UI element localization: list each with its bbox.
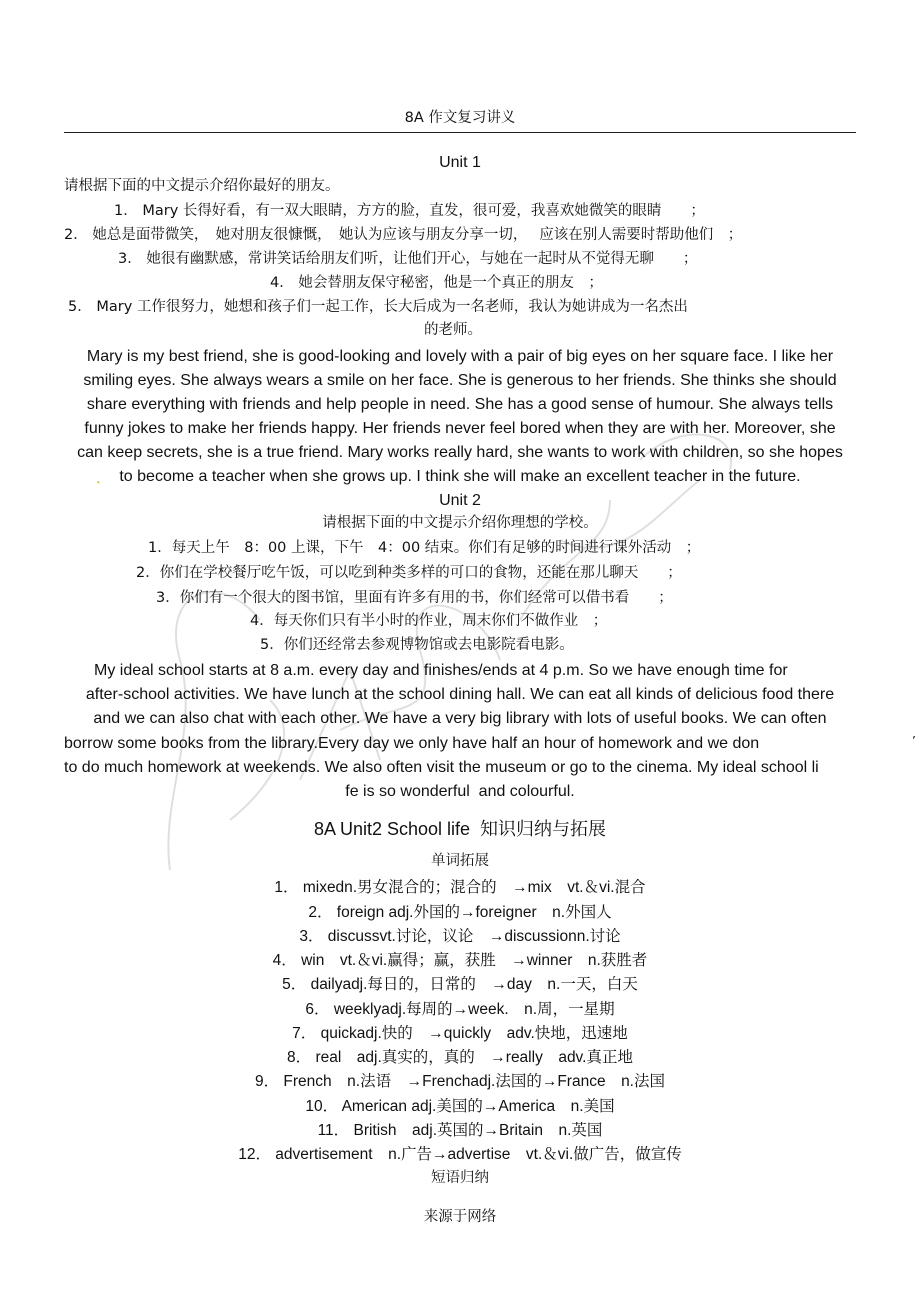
yellow-dot-mark: . [96, 471, 101, 487]
unit1-essay-line: share everything with friends and help people in need. She has a good sense of humour. She always tells [86, 396, 834, 413]
unit2-heading: Unit 2 [439, 492, 481, 509]
unit2-hint: 4．每天你们只有半小时的作业，周末你们不做作业 ； [250, 613, 608, 629]
unit2-essay-line: after-school activities. We have lunch at the school dining hall. We can eat all kinds of delicious food there [85, 686, 835, 703]
page-header-title: 8A 作文复习讲义 [404, 110, 516, 126]
unit1-hint: 2． 她总是面带微笑， 她对朋友很慷慨， 她认为应该与朋友分享一切， 应该在别人需要时帮助他们 ； [64, 227, 743, 243]
header-rule [64, 132, 856, 133]
unit2-essay-line: and we can also chat with each other. We have a very big library with lots of useful books. We can often [93, 710, 827, 727]
unit2-essay-line: borrow some books from the library.Every day we only have half an hour of homework and we don [64, 735, 760, 752]
unit2-essay-line: fe is so wonderful and colourful. [345, 783, 575, 800]
vocab-item: 5． dailyadj.每日的，日常的 →day n.一天，白天 [282, 976, 638, 993]
vocab-item: 7． quickadj.快的 →quickly adv.快地，迅速地 [292, 1025, 628, 1042]
vocab-subheading: 单词拓展 [431, 853, 489, 869]
unit1-essay-line: smiling eyes. She always wears a smile on her face. She is generous to her friends. She thinks she should [83, 372, 837, 389]
unit1-essay-line: to become a teacher when she grows up. I think she will make an excellent teacher in the future. [119, 468, 801, 485]
unit2-hint: 5．你们还经常去参观博物馆或去电影院看电影。 [260, 637, 574, 653]
vocab-item: 4． win vt.＆vi.赢得；赢，获胜 →winner n.获胜者 [272, 952, 648, 969]
unit1-essay-line: can keep secrets, she is a true friend. Mary works really hard, she wants to work with children, so she hopes [77, 444, 843, 461]
vocab-item: 11． British adj.英国的→Britain n.英国 [317, 1122, 603, 1139]
unit1-heading: Unit 1 [439, 154, 481, 171]
unit1-hint: 5． Mary 工作很努力，她想和孩子们一起工作，长大后成为一名老师，我认为她讲成为一名杰出 [68, 299, 688, 315]
unit1-hint: 1． Mary 长得好看，有一双大眼睛，方方的脸，直发，很可爱，我喜欢她微笑的眼睛 ； [114, 203, 705, 219]
section-title: 8A Unit2 School life 知识归纳与拓展 [313, 819, 607, 839]
unit2-prompt: 请根据下面的中文提示介绍你理想的学校。 [322, 515, 598, 531]
vocab-item: 8． real adj.真实的，真的 →really adv.真正地 [287, 1049, 633, 1066]
vocab-item: 12． advertisement n.广告→advertise vt.＆vi.做广告，做宣传 [238, 1146, 682, 1163]
vocab-item: 9． French n.法语 →Frenchadj.法国的→France n.法国 [255, 1073, 665, 1090]
unit2-hint: 2．你们在学校餐厅吃午饭，可以吃到种类多样的可口的食物，还能在那儿聊天 ； [136, 565, 682, 581]
vocab-item: 10． American adj.美国的→America n.美国 [305, 1098, 615, 1115]
vocab-item: 6． weeklyadj.每周的→week. n.周，一星期 [305, 1001, 615, 1018]
unit2-hint: 1．每天上午 8：00 上课，下午 4：00 结束。你们有足够的时间进行课外活动 ； [148, 540, 701, 556]
page-footer-source: 来源于网络 [423, 1209, 497, 1225]
phrases-subheading: 短语归纳 [431, 1170, 489, 1186]
unit1-hint: 4． 她会替朋友保守秘密，他是一个真正的朋友 ； [270, 275, 603, 291]
unit1-essay-line: Mary is my best friend, she is good-looking and lovely with a pair of big eyes on her square face. I like her [86, 348, 834, 365]
unit2-essay-line: My ideal school starts at 8 a.m. every day and finishes/ends at 4 p.m. So we have enough time for [94, 662, 788, 679]
unit1-hint: 3． 她很有幽默感，常讲笑话给朋友们听，让他们开心，与她在一起时从不觉得无聊 ； [118, 251, 698, 267]
unit2-hint: 3．你们有一个很大的图书馆，里面有许多有用的书，你们经常可以借书看 ； [156, 590, 673, 606]
vocab-item: 2． foreign adj.外国的→foreigner n.外国人 [308, 904, 612, 921]
vocab-item: 3． discussvt.讨论，议论 →discussionn.讨论 [299, 928, 621, 945]
unit1-prompt: 请根据下面的中文提示介绍你最好的朋友。 [64, 178, 340, 194]
vocab-item: 1． mixedn.男女混合的；混合的 →mix vt.＆vi.混合 [274, 879, 646, 896]
unit1-essay-line: funny jokes to make her friends happy. Her friends never feel bored when they are with her. Moreover, she [84, 420, 836, 437]
stray-comma: ’ [912, 734, 916, 748]
unit1-hint-continued: 的老师。 [424, 322, 482, 338]
unit2-essay-line: to do much homework at weekends. We also often visit the museum or go to the cinema. My ideal school li [64, 759, 819, 776]
